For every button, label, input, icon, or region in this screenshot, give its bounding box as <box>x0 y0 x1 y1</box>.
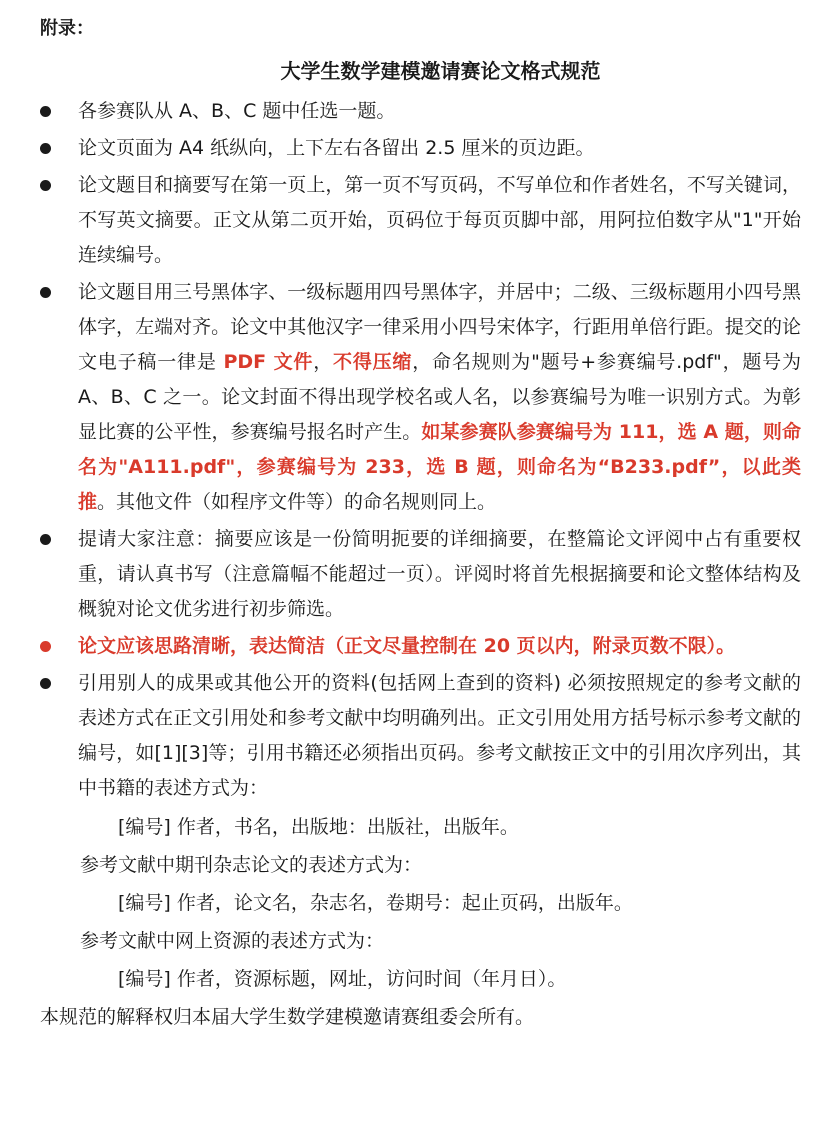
rule-item-7 <box>40 666 801 806</box>
book-format: [编号] 作者，书名，出版地：出版社，出版年。 <box>118 816 519 838</box>
rule-text-4b: ， <box>313 351 334 373</box>
rule-text-5: 提请大家注意：摘要应该是一份简明扼要的详细摘要，在整篇论文评阅中占有重要权重，请认真书写（注意篇幅不能超过一页）。评阅时将首先根据摘要和论文整体结构及概貌对论文优劣进行初步筛选。 <box>78 528 801 620</box>
web-intro: 参考文献中网上资源的表述方式为： <box>80 930 385 952</box>
rule-item-1 <box>40 94 801 129</box>
bullet-icon-red <box>40 641 51 652</box>
rule-text-4a: 论文题目用三号黑体字、一级标题用四号黑体字，并居中；二级、三级标题用小四号黑体字，左端对齐。论文中其他汉字一律采用小四号宋体字，行距用单倍行距。提交的论文电子稿一律是 <box>78 281 801 373</box>
rules-list <box>40 94 801 806</box>
rule-item-3 <box>40 168 801 273</box>
rule-text-1: 各参赛队从 A、B、C 题中任选一题。 <box>78 100 396 122</box>
rule-item-5 <box>40 522 801 627</box>
rule-highlight-pdf: PDF 文件 <box>223 351 314 373</box>
journal-format: [编号] 作者，论文名，杂志名，卷期号：起止页码，出版年。 <box>118 892 633 914</box>
rule-item-2 <box>40 131 801 166</box>
rule-text-2: 论文页面为 A4 纸纵向，上下左右各留出 2.5 厘米的页边距。 <box>78 137 595 159</box>
bullet-icon <box>40 287 51 298</box>
rule-item-4 <box>40 275 801 520</box>
reference-formats <box>40 808 801 998</box>
rule-text-7: 引用别人的成果或其他公开的资料(包括网上查到的资料) 必须按照规定的参考文献的表述方式在正文引用处和参考文献中均明确列出。正文引用处用方括号标示参考文献的编号，如[1][3]等；引用书籍还必须指出页码。参考文献按正文中的引用次序列出，其中书籍的表述方式为： <box>78 672 801 799</box>
journal-intro: 参考文献中期刊杂志论文的表述方式为： <box>80 854 423 876</box>
rule-highlight-no-compress: 不得压缩 <box>333 351 413 373</box>
footer-note: 本规范的解释权归本届大学生数学建模邀请赛组委会所有。 <box>40 1006 535 1028</box>
rule-text-4c: ，命名规则为"题号+参赛编号.pdf"，题号为 A、B、C 之一。论文封面不得出现学校名或人名，以参赛编号为唯一识别方式。为彰显比赛的公平性，参赛编号报名时产生。 <box>78 351 801 443</box>
web-format: [编号] 作者，资源标题，网址，访问时间（年月日）。 <box>118 968 567 990</box>
rule-text-4d: 。其他文件（如程序文件等）的命名规则同上。 <box>97 491 497 513</box>
bullet-icon <box>40 678 51 689</box>
rule-highlight-naming-example: 如某参赛队参赛编号为 111，选 A 题，则命名为"A111.pdf"，参赛编号为 233，选 B 题，则命名为“B233.pdf”，以此类推 <box>78 421 801 513</box>
document-title: 大学生数学建模邀请赛论文格式规范 <box>280 59 601 83</box>
bullet-icon <box>40 143 51 154</box>
bullet-icon <box>40 180 51 191</box>
rule-text-3: 论文题目和摘要写在第一页上，第一页不写页码，不写单位和作者姓名，不写关键词，不写英文摘要。正文从第二页开始，页码位于每页页脚中部，用阿拉伯数字从"1"开始连续编号。 <box>78 174 801 266</box>
appendix-label: 附录： <box>40 18 94 39</box>
rule-item-6 <box>40 629 801 664</box>
bullet-icon <box>40 534 51 545</box>
rule-text-6: 论文应该思路清晰，表达简洁（正文尽量控制在 20 页以内，附录页数不限）。 <box>78 635 736 657</box>
bullet-icon <box>40 106 51 117</box>
